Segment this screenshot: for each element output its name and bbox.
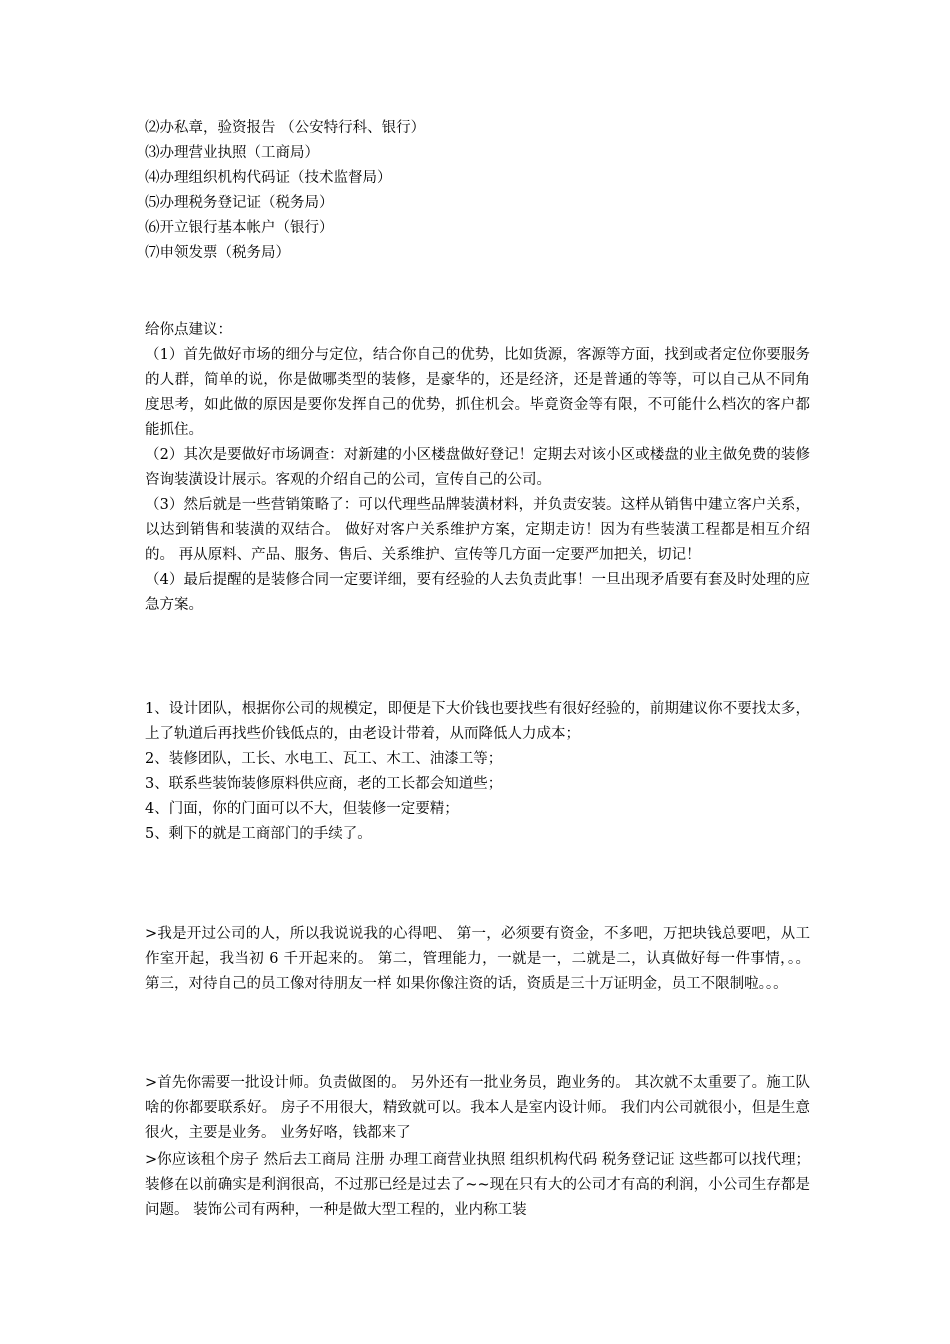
advice-point: （2）其次是要做好市场调查：对新建的小区楼盘做好登记！定期去对该小区或楼盘的业主做免费的装修咨询装潢设计展示。客观的介绍自己的公司，宣传自己的公司。 — [145, 447, 810, 488]
experience-paragraph — [145, 1148, 810, 1223]
advice-heading: 给你点建议： — [145, 322, 232, 338]
setup-item: 4、门面，你的门面可以不大，但装修一定要精； — [145, 801, 459, 817]
registration-steps — [145, 116, 810, 266]
experience-text: >首先你需要一批设计师。负责做图的。 另外还有一批业务员，跑业务的。 其次就不太重要了。施工队啥的你都要联系好。 房子不用很大，精致就可以。我本人是室内设计师。 我们内公司就很小，但是生意很火，主要是业务。 业务好咯，钱都来了 — [145, 1075, 810, 1141]
setup-item: 1、设计团队，根据你公司的规模定，即便是下大价钱也要找些有很好经验的，前期建议你不要找太多，上了轨道后再找些价钱低点的，由老设计带着，从而降低人力成本； — [145, 701, 810, 742]
setup-list — [145, 697, 810, 847]
setup-item: 2、装修团队，工长、水电工、瓦工、木工、油漆工等； — [145, 751, 503, 767]
step-item: ⑷办理组织机构代码证（技术监督局） — [145, 170, 392, 186]
step-item: ⑹开立银行基本帐户（银行） — [145, 220, 334, 236]
advice-point: （3）然后就是一些营销策略了：可以代理些品牌装潢材料，并负责安装。这样从销售中建立客户关系，以达到销售和装潢的双结合。 做好对客户关系维护方案，定期走访！因为有些装潢工程都是相互介绍的。 再从原料、产品、服务、售后、关系维护、宣传等几方面一定要严加把关，切记！ — [145, 497, 810, 563]
step-item: ⑺申领发票（税务局） — [145, 245, 290, 261]
experience-text: >你应该租个房子 然后去工商局 注册 办理工商营业执照 组织机构代码 税务登记证 这些都可以找代理； 装修在以前确实是利润很高，不过那已经是过去了~~现在只有大的公司才有高的利润，小公司生存都是问题。 装饰公司有两种，一种是做大型工程的，业内称工装 — [145, 1152, 810, 1218]
experience-paragraph — [145, 922, 810, 997]
advice-section — [145, 318, 810, 618]
experience-text: >我是开过公司的人，所以我说说我的心得吧、 第一，必须要有资金，不多吧，万把块钱总要吧，从工作室开起，我当初 6 千开起来的。 第二，管理能力，一就是一，二就是二，认真做好每一件事情，。。 第三，对待自己的员工像对待朋友一样 如果你像注资的话，资质是三十万证明金，员工不限制啦。。。 — [145, 926, 810, 992]
advice-point: （4）最后提醒的是装修合同一定要详细，要有经验的人去负责此事！一旦出现矛盾要有套及时处理的应急方案。 — [145, 572, 810, 613]
setup-item: 3、联系些装饰装修原料供应商，老的工长都会知道些； — [145, 776, 503, 792]
experience-paragraph — [145, 1071, 810, 1146]
step-item: ⑶办理营业执照（工商局） — [145, 145, 319, 161]
setup-item: 5、剩下的就是工商部门的手续了。 — [145, 826, 372, 842]
step-item: ⑸办理税务登记证（税务局） — [145, 195, 334, 211]
advice-point: （1）首先做好市场的细分与定位，结合你自己的优势，比如货源，客源等方面，找到或者定位你要服务的人群，简单的说，你是做哪类型的装修，是豪华的，还是经济，还是普通的等等，可以自己从不同角度思考，如此做的原因是要你发挥自己的优势，抓住机会。毕竟资金等有限，不可能什么档次的客户都能抓住。 — [145, 347, 810, 438]
step-item: ⑵办私章，验资报告 （公安特行科、银行） — [145, 120, 426, 136]
